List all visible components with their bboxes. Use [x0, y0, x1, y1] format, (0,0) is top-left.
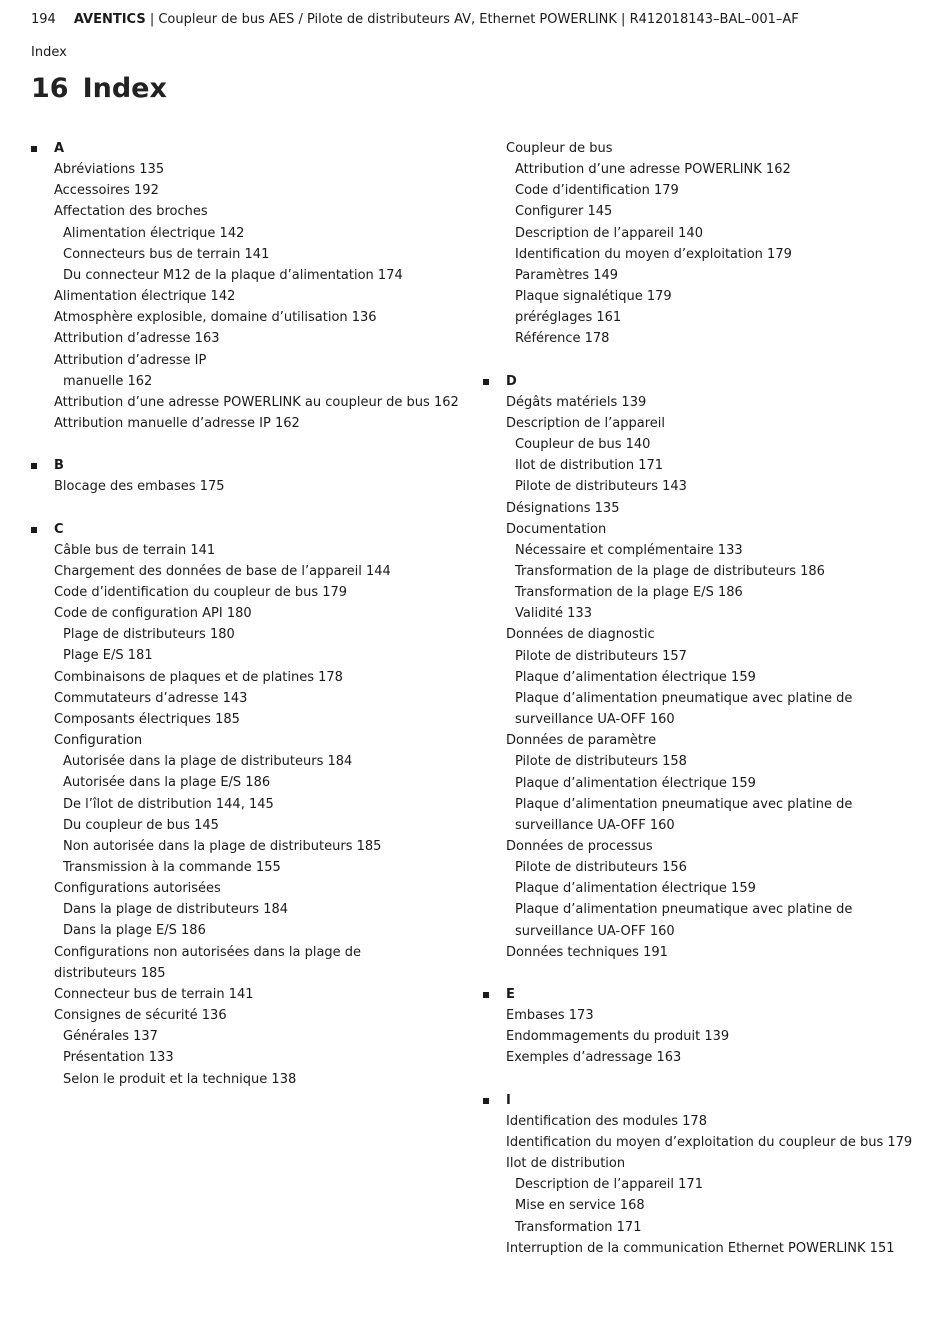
index-entry: Attribution d’une adresse POWERLINK au coupleur de bus 162: [54, 394, 459, 410]
index-letter: I: [506, 1092, 511, 1108]
index-entry: Combinaisons de plaques et de platines 178: [54, 669, 343, 685]
index-entry: Données techniques 191: [506, 944, 668, 960]
index-entry: Configuration: [54, 733, 143, 749]
index-subentry: Coupleur de bus 140: [515, 437, 651, 453]
index-subentry: Transformation de la plage E/S 186: [515, 585, 743, 601]
page-title: [31, 70, 167, 108]
index-entry: Connecteur bus de terrain 141: [54, 986, 254, 1002]
square-bullet-icon: [31, 527, 37, 533]
index-subentry: Pilote de distributeurs 158: [515, 754, 687, 770]
index-subentry: surveillance UA-OFF 160: [515, 817, 675, 833]
index-subentry: Mise en service 168: [515, 1198, 645, 1214]
letter-heading: [31, 519, 471, 540]
index-letter: B: [54, 458, 64, 474]
index-entry: Consignes de sécurité 136: [54, 1008, 227, 1024]
index-entry: Atmosphère explosible, domaine d’utilisation 136: [54, 310, 377, 326]
index-subentry: Plage de distributeurs 180: [63, 627, 235, 643]
index-subentry: Ilot de distribution 171: [515, 458, 664, 474]
index-subentry: Plaque d’alimentation électrique 159: [515, 775, 756, 791]
index-subentry: Description de l’appareil 140: [515, 225, 703, 241]
index-group: [483, 371, 923, 963]
section-label: Index: [31, 45, 67, 60]
square-bullet-icon: [483, 1098, 489, 1104]
brand-name: AVENTICS: [73, 12, 146, 27]
index-subentry: Identification du moyen d’exploitation 179: [515, 246, 792, 262]
index-subentry: Pilote de distributeurs 156: [515, 860, 687, 876]
index-subentry: préréglages 161: [515, 310, 622, 326]
index-entry: Embases 173: [506, 1008, 594, 1024]
square-bullet-icon: [31, 146, 37, 152]
index-subentry: Dans la plage E/S 186: [63, 923, 206, 939]
page-header: [31, 11, 799, 29]
index-subentry: Du connecteur M12 de la plaque d’alimentation 174: [63, 267, 403, 283]
index-entry: Configurations non autorisées dans la plage de: [54, 944, 362, 960]
index-entry: Accessoires 192: [54, 183, 159, 199]
index-entry: Attribution d’adresse IP: [54, 352, 207, 368]
index-subentry: De l’îlot de distribution 144, 145: [63, 796, 274, 812]
index-entry: Dégâts matériels 139: [506, 394, 647, 410]
index-group: [483, 1090, 923, 1259]
index-entry: distributeurs 185: [54, 965, 166, 981]
index-entry: Endommagements du produit 139: [506, 1029, 730, 1045]
index-entry: Code d’identification du coupleur de bus 179: [54, 584, 348, 600]
index-entry: Attribution d’adresse 163: [54, 331, 220, 347]
index-subentry: Du coupleur de bus 145: [63, 817, 219, 833]
index-subentry: Autorisée dans la plage de distributeurs 184: [63, 754, 353, 770]
index-entry: Attribution manuelle d’adresse IP 162: [54, 416, 300, 432]
index-subentry: Attribution d’une adresse POWERLINK 162: [515, 162, 791, 178]
index-entry: Commutateurs d’adresse 143: [54, 690, 248, 706]
index-subentry: Présentation 133: [63, 1050, 174, 1066]
index-entry: Ilot de distribution: [506, 1156, 626, 1172]
index-subentry: surveillance UA-OFF 160: [515, 712, 675, 728]
index-entry: Données de diagnostic: [506, 627, 655, 643]
index-column-left: [31, 138, 471, 1090]
index-subentry: Configurer 145: [515, 204, 613, 220]
index-subentry: Description de l’appareil 171: [515, 1177, 703, 1193]
index-entry: Interruption de la communication Ethernet POWERLINK 151: [506, 1240, 895, 1256]
index-subentry: Référence 178: [515, 331, 610, 347]
letter-heading: [483, 1090, 923, 1111]
index-subentry: Dans la plage de distributeurs 184: [63, 902, 289, 918]
square-bullet-icon: [31, 463, 37, 469]
index-subentry: Code d’identification 179: [515, 183, 679, 199]
index-entry: Description de l’appareil: [506, 415, 666, 431]
index-group: [31, 138, 471, 434]
index-entry: Alimentation électrique 142: [54, 289, 236, 305]
index-entry: Affectation des broches: [54, 204, 208, 220]
index-subentry: Transformation 171: [515, 1219, 642, 1235]
index-entry: Chargement des données de base de l’appareil 144: [54, 563, 391, 579]
index-group: [483, 984, 923, 1069]
index-letter: E: [506, 986, 515, 1002]
index-subentry: manuelle 162: [63, 373, 153, 389]
index-subentry: Plaque d’alimentation électrique 159: [515, 669, 756, 685]
index-entry: Code de configuration API 180: [54, 606, 252, 622]
index-letter: C: [54, 521, 64, 537]
index-letter: A: [54, 141, 65, 156]
index-entry: Câble bus de terrain 141: [54, 542, 216, 558]
index-subentry: Nécessaire et complémentaire 133: [515, 542, 743, 558]
square-bullet-icon: [483, 992, 489, 998]
index-subentry: Non autorisée dans la plage de distributeurs 185: [63, 838, 382, 854]
chapter-title: Index: [82, 73, 167, 104]
index-subentry: Alimentation électrique 142: [63, 225, 245, 241]
index-group: [483, 138, 923, 350]
index-subentry: Selon le produit et la technique 138: [63, 1071, 297, 1087]
letter-heading: [31, 138, 471, 159]
index-subentry: Plaque signalétique 179: [515, 289, 672, 305]
index-subentry: Validité 133: [515, 606, 592, 622]
index-subentry: Autorisée dans la plage E/S 186: [63, 775, 271, 791]
index-subentry: Paramètres 149: [515, 267, 619, 283]
document-title: | Coupleur de bus AES / Pilote de distributeurs AV, Ethernet POWERLINK | R412018143–BAL–001–AF: [145, 12, 799, 27]
index-entry: Blocage des embases 175: [54, 479, 225, 495]
index-entry: Abréviations 135: [54, 162, 165, 178]
index-letter: D: [506, 373, 517, 389]
letter-heading: [483, 371, 923, 392]
letter-heading: [483, 984, 923, 1005]
letter-heading: [31, 455, 471, 476]
index-group: [31, 519, 471, 1090]
index-entry: Composants électriques 185: [54, 711, 240, 727]
index-entry: Configurations autorisées: [54, 881, 221, 897]
index-entry: Documentation: [506, 521, 607, 537]
index-subentry: Pilote de distributeurs 157: [515, 648, 687, 664]
index-entry: Données de paramètre: [506, 733, 657, 749]
index-entry: Données de processus: [506, 839, 653, 854]
page-number: 194: [31, 12, 56, 27]
index-group: [31, 455, 471, 497]
index-column-right: [483, 138, 923, 1259]
index-subentry: Transmission à la commande 155: [63, 860, 281, 875]
index-entry: Désignations 135: [506, 500, 620, 516]
index-entry: Identification du moyen d’exploitation du coupleur de bus 179: [506, 1134, 913, 1150]
index-entry: Exemples d’adressage 163: [506, 1050, 682, 1066]
index-subentry: Plaque d’alimentation pneumatique avec platine de: [515, 796, 853, 812]
index-subentry: Connecteurs bus de terrain 141: [63, 246, 270, 262]
index-subentry: Pilote de distributeurs 143: [515, 479, 687, 495]
index-subentry: Plaque d’alimentation électrique 159: [515, 881, 756, 897]
index-subentry: surveillance UA-OFF 160: [515, 923, 675, 939]
index-subentry: Générales 137: [63, 1029, 158, 1045]
index-entry: Coupleur de bus: [506, 141, 613, 156]
index-subentry: Plage E/S 181: [63, 648, 153, 664]
index-entry: Identification des modules 178: [506, 1113, 707, 1129]
index-subentry: Plaque d’alimentation pneumatique avec platine de: [515, 902, 853, 918]
index-subentry: Transformation de la plage de distributeurs 186: [515, 563, 825, 579]
index-subentry: Plaque d’alimentation pneumatique avec platine de: [515, 690, 853, 706]
square-bullet-icon: [483, 379, 489, 385]
chapter-number: 16: [31, 73, 69, 104]
